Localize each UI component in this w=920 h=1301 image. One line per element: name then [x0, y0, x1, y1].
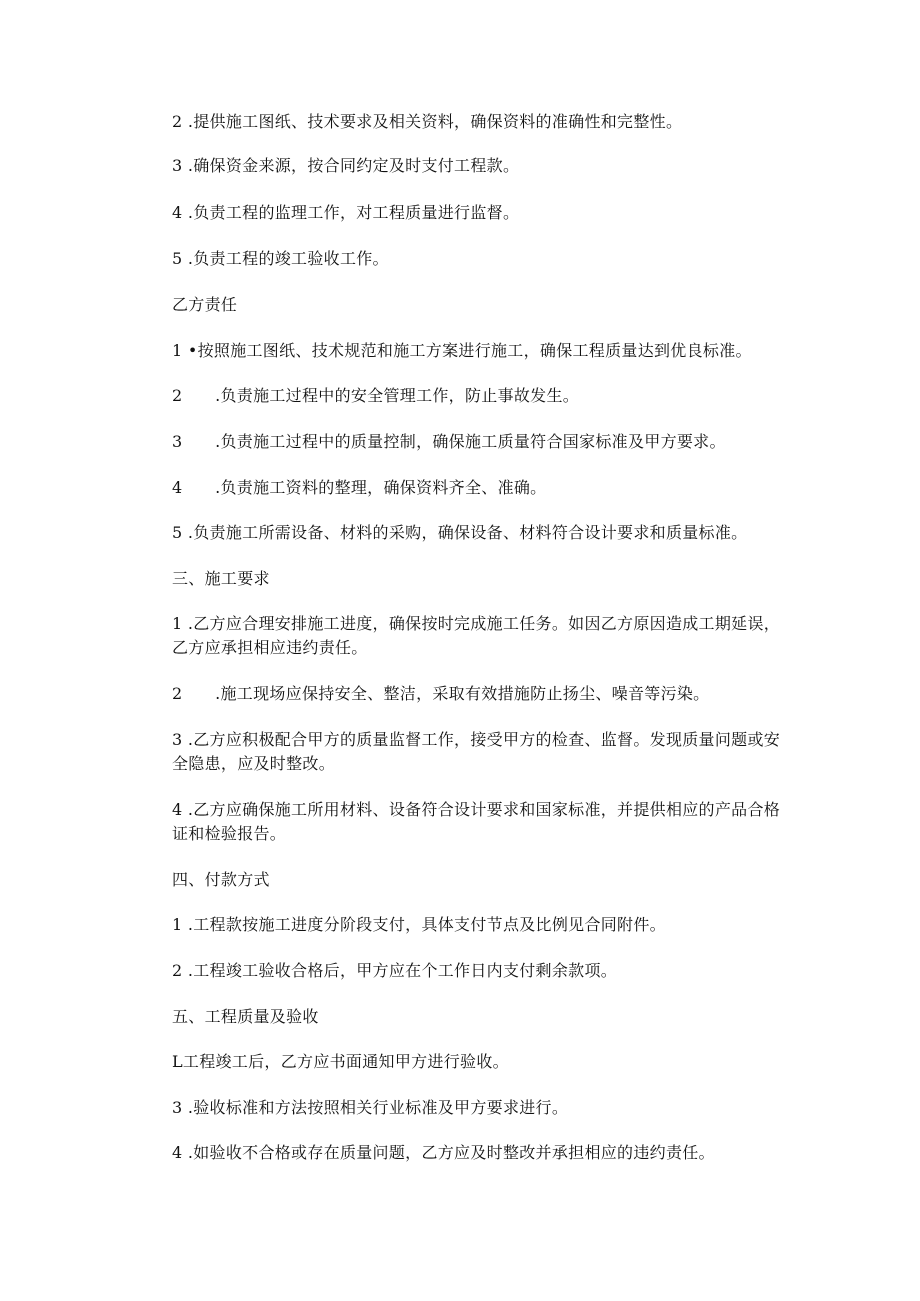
paragraph-party-b-1: 1 •按照施工图纸、技术规范和施工方案进行施工，确保工程质量达到优良标准。	[172, 341, 752, 360]
paragraph-requirement-1: 1 .乙方应合理安排施工进度，确保按时完成施工任务。如因乙方原因造成工期延误，乙方应承担相应违约责任。	[172, 614, 781, 657]
paragraph-acceptance-4: 4 .如验收不合格或存在质量问题，乙方应及时整改并承担相应的违约责任。	[172, 1143, 715, 1162]
paragraph-party-b-3: 3 .负责施工过程中的质量控制，确保施工质量符合国家标准及甲方要求。	[172, 432, 726, 451]
paragraph-clause-3: 3 .确保资金来源，按合同约定及时支付工程款。	[172, 156, 520, 175]
heading-payment-method: 四、付款方式	[172, 870, 270, 889]
paragraph-clause-2: 2 .提供施工图纸、技术要求及相关资料，确保资料的准确性和完整性。	[172, 112, 683, 131]
paragraph-party-b-2: 2 .负责施工过程中的安全管理工作，防止事故发生。	[172, 386, 580, 405]
paragraph-payment-2: 2 .工程竣工验收合格后，甲方应在个工作日内支付剩余款项。	[172, 961, 618, 980]
paragraph-party-b-5: 5 .负责施工所需设备、材料的采购，确保设备、材料符合设计要求和质量标准。	[172, 523, 748, 542]
paragraph-acceptance-1: L工程竣工后，乙方应书面通知甲方进行验收。	[172, 1052, 509, 1071]
heading-quality-acceptance: 五、工程质量及验收	[172, 1007, 319, 1026]
paragraph-requirement-4: 4 .乙方应确保施工所用材料、设备符合设计要求和国家标准，并提供相应的产品合格证和检验报告。	[172, 800, 781, 843]
paragraph-party-b-4: 4 .负责施工资料的整理，确保资料齐全、准确。	[172, 478, 547, 497]
paragraph-requirement-2: 2 .施工现场应保持安全、整洁，采取有效措施防止扬尘、噪音等污染。	[172, 684, 710, 703]
heading-party-b-responsibility: 乙方责任	[172, 295, 238, 314]
paragraph-acceptance-3: 3 .验收标准和方法按照相关行业标准及甲方要求进行。	[172, 1098, 569, 1117]
paragraph-payment-1: 1 .工程款按施工进度分阶段支付，具体支付节点及比例见合同附件。	[172, 915, 666, 934]
paragraph-requirement-3: 3 .乙方应积极配合甲方的质量监督工作，接受甲方的检查、监督。发现质量问题或安全隐患，应及时整改。	[172, 730, 781, 773]
paragraph-clause-4: 4 .负责工程的监理工作，对工程质量进行监督。	[172, 203, 520, 222]
paragraph-clause-5: 5 .负责工程的竣工验收工作。	[172, 249, 389, 268]
heading-construction-requirements: 三、施工要求	[172, 569, 270, 588]
